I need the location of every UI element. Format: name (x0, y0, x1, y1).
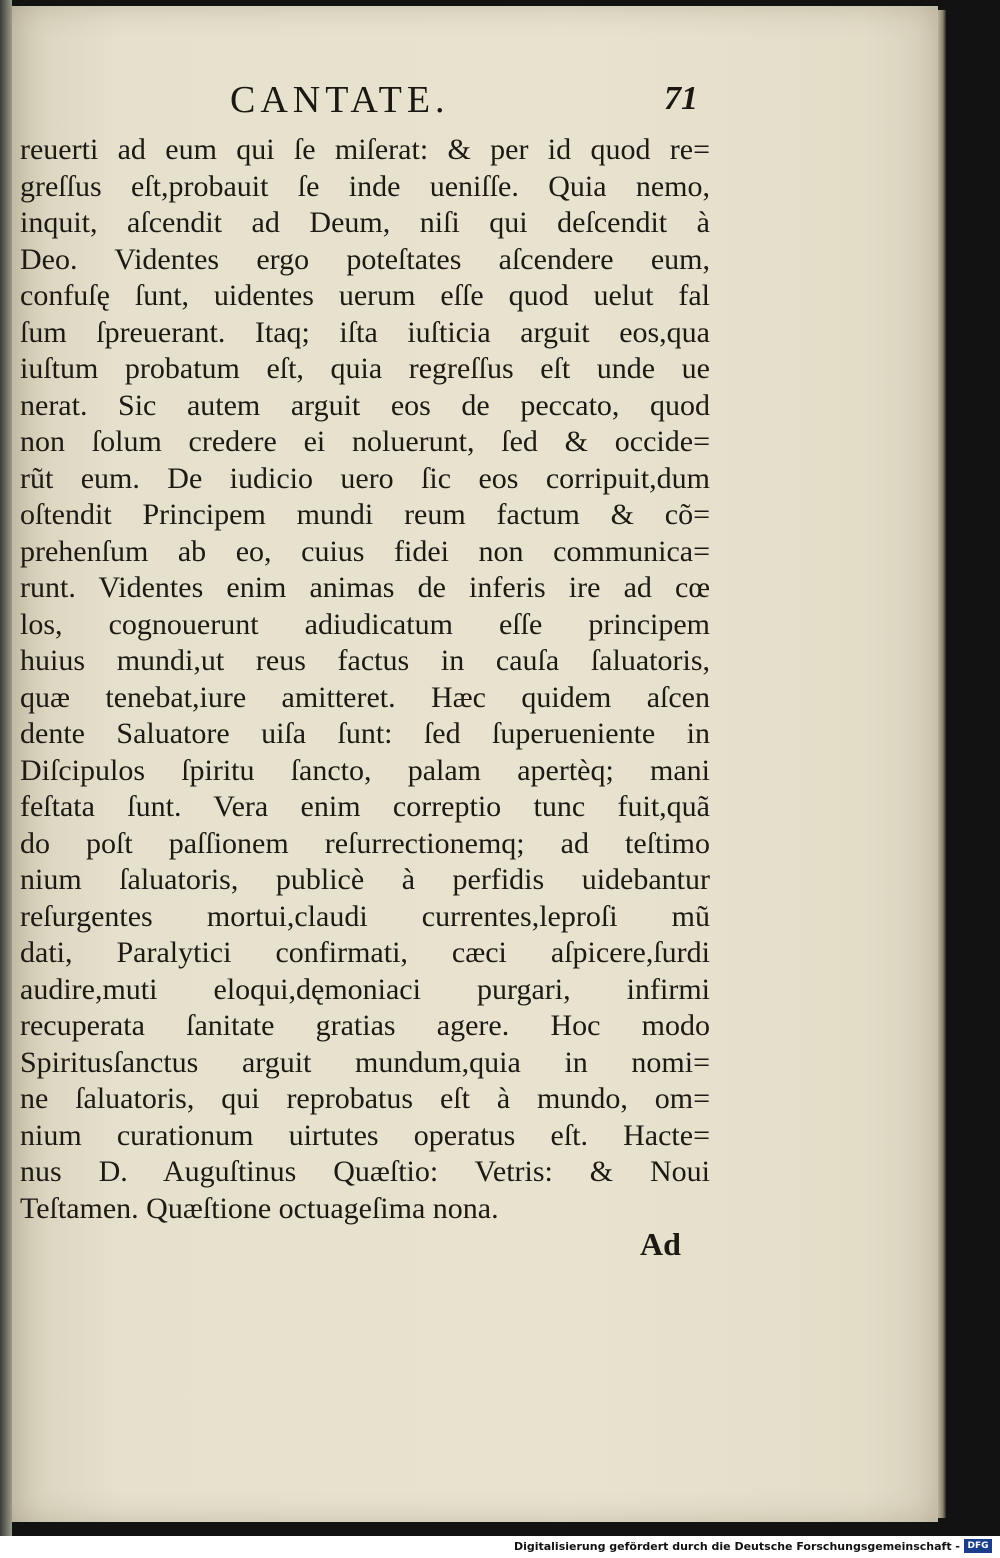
text-line: Deo. Videntes ergo poteſtates aſcendere eum, (20, 242, 710, 276)
book-gutter (0, 0, 12, 1536)
text-line: runt. Videntes enim animas de inferis ire ad cœ (20, 571, 710, 604)
dfg-logo-icon[interactable]: DFG (964, 1539, 992, 1553)
text-line: quæ tenebat,iure amitteret. Hæc quidem aſcen (20, 680, 710, 714)
catchword: Ad (640, 1226, 681, 1262)
page-edge (938, 10, 946, 1518)
text-line: Spiritusſanctus arguit mundum,quia in nomi= (20, 1045, 710, 1079)
page-number: 71 (664, 80, 698, 117)
body-text (20, 132, 710, 1227)
text-line: greſſus eſt,probauit ſe inde ueniſſe. Quia nemo, (20, 169, 710, 203)
text-line: prehenſum ab eo, cuius fidei non communica= (20, 534, 710, 568)
text-line: dati, Paralytici confirmati, cæci aſpicere,ſurdi (20, 936, 710, 969)
text-line: huius mundi,ut reus factus in cauſa ſaluatoris, (20, 644, 710, 677)
text-line: Teſtamen. Quæſtione octuageſima nona. (20, 1191, 499, 1225)
text-line: ſum ſpreuerant. Itaq; iſta iuſticia arguit eos,qua (20, 315, 710, 349)
text-line: rũt eum. De iudicio uero ſic eos corripuit,dum (20, 461, 710, 495)
text-line: nerat. Sic autem arguit eos de peccato, quod (20, 388, 710, 422)
text-line: confuſę ſunt, uidentes uerum eſſe quod uelut fal (20, 279, 710, 312)
text-line: reuerti ad eum qui ſe miſerat: & per id quod re= (20, 133, 710, 166)
text-line: do poſt paſſionem reſurrectionemq; ad teſtimo (20, 826, 710, 860)
text-line: iuſtum probatum eſt, quia regreſſus eſt unde ue (20, 352, 710, 385)
text-line: nus D. Auguſtinus Quæſtio: Vetris: & Noui (20, 1155, 710, 1188)
funding-credit: Digitalisierung gefördert durch die Deutsche Forschungsgemeinschaft - (513, 1540, 960, 1553)
text-line: Diſcipulos ſpiritu ſancto, palam apertèq; mani (20, 753, 710, 787)
text-line: feſtata ſunt. Vera enim correptio tunc fuit,quã (20, 790, 710, 823)
footer-bar (0, 1536, 1000, 1558)
text-line: los, cognouerunt adiudicatum eſſe principem (20, 607, 710, 641)
text-line: audire,muti eloqui,dęmoniaci purgari, infirmi (20, 972, 710, 1006)
text-line: nium ſaluatoris, publicè à perfidis uidebantur (20, 863, 710, 896)
text-line: oſtendit Principem mundi reum factum & cõ= (20, 498, 710, 531)
text-line: nium curationum uirtutes operatus eſt. Hacte= (20, 1118, 710, 1152)
book-page (12, 6, 938, 1522)
text-line: non ſolum credere ei noluerunt, ſed & occide= (20, 425, 710, 458)
text-line: reſurgentes mortui,claudi currentes,leproſi mũ (20, 899, 710, 933)
text-line: dente Saluatore uiſa ſunt: ſed ſuperueniente in (20, 717, 710, 750)
page-header (12, 74, 938, 126)
running-head: CANTATE. (230, 79, 450, 121)
text-line: recuperata ſanitate gratias agere. Hoc modo (20, 1009, 710, 1042)
text-line: ne ſaluatoris, qui reprobatus eſt à mundo, om= (20, 1082, 710, 1115)
text-line: inquit, aſcendit ad Deum, niſi qui deſcendit à (20, 206, 710, 239)
